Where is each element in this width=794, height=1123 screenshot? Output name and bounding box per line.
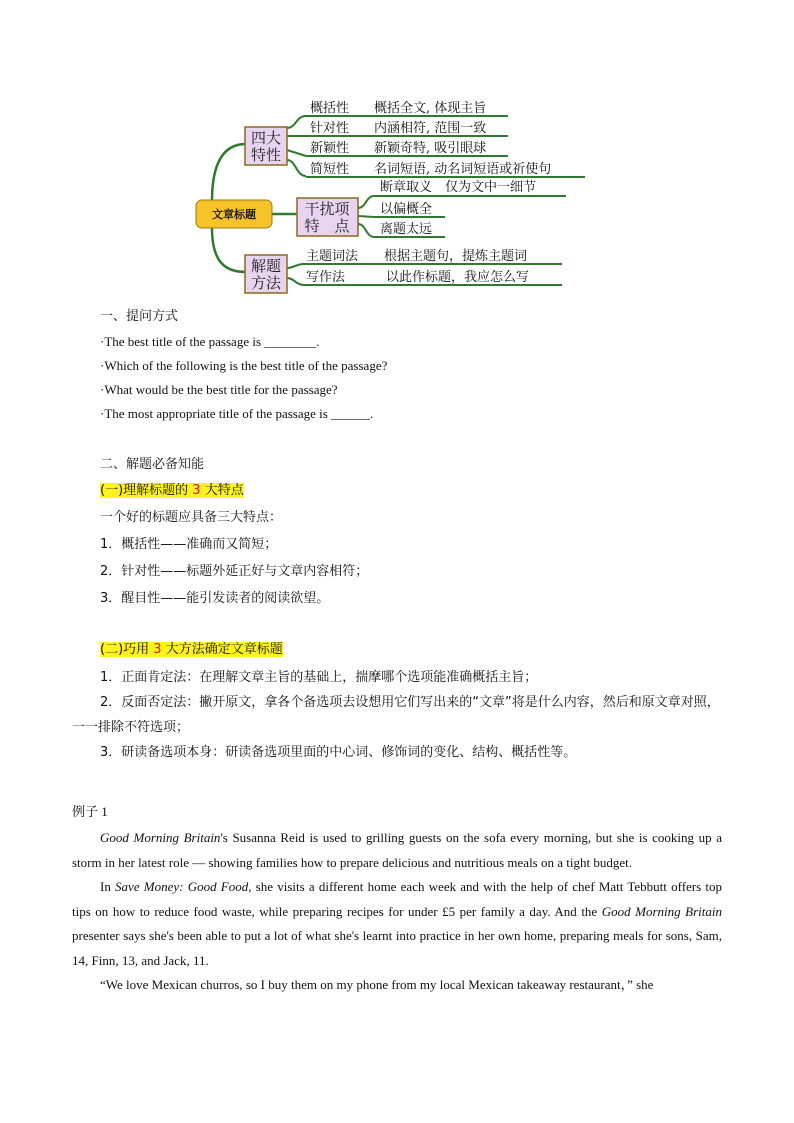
mind-map	[0, 0, 794, 300]
branch-item-term: 新颖性	[310, 141, 350, 156]
branch-label: 四大	[250, 129, 282, 147]
question-item: ·The most appropriate title of the passage is ______.	[100, 406, 374, 421]
branch-item-term: 针对性	[310, 121, 350, 136]
subheading-highlight	[100, 482, 244, 500]
passage-paragraph	[72, 875, 722, 973]
method-list	[72, 665, 722, 765]
question-item: ·Which of the following is the best title of the passage?	[100, 358, 388, 373]
section-heading: 一、提问方式	[100, 309, 179, 324]
branch-item-desc: 名词短语, 动名词短语或祈使句	[374, 162, 552, 177]
connector	[358, 196, 374, 208]
passage-paragraph	[72, 826, 722, 875]
branch-item-term: 简短性	[310, 162, 350, 177]
question-item: ·What would be the best title for the passage?	[100, 382, 338, 397]
connector	[287, 264, 304, 268]
subheading-number: 3	[153, 642, 162, 657]
section-heading: 二、解题必备知能	[100, 457, 205, 472]
list-item: 3．醒目性——能引发读者的阅读欲望。	[100, 591, 330, 606]
branch-item-desc: 以偏概全	[380, 202, 433, 217]
subheading-highlight	[100, 641, 283, 659]
italic-title: Good Morning Britain	[100, 830, 221, 845]
branch-item-desc: 断章取义 仅为文中一细节	[380, 180, 537, 195]
branch-item-term: 写作法	[306, 270, 346, 285]
subheading-prefix: (一)理解标题的	[100, 483, 193, 498]
list-item: 3．研读备选项本身：研读备选项里面的中心词、修饰词的变化、结构、概括性等。	[100, 745, 577, 760]
example-passage	[72, 826, 722, 998]
branch-item-term: 概括性	[310, 101, 350, 116]
paragraph-text: In	[100, 879, 116, 894]
branch-item-desc: 离题太远	[380, 222, 433, 237]
example-heading: 例子 1	[72, 804, 108, 819]
branch-label: 干扰项	[304, 200, 350, 218]
branch-label: 特性	[250, 146, 282, 164]
subheading-suffix: 大特点	[200, 483, 244, 498]
paragraph-text: 's Susanna Reid is used to grilling guests on the sofa every morning, but she is cooking up a storm in her latest role — showing families how to prepare delicious and nutritious meals on a tight budget.	[72, 830, 722, 870]
list-item: 1．概括性——准确而又简短；	[100, 537, 278, 552]
paragraph-text: she visits a different home each week and with the help of chef Matt Tebbutt offers top tips on how to reduce food waste, while preparing recipes for under £5 per family a day. And the	[72, 879, 722, 919]
connector	[287, 278, 304, 285]
connector	[212, 228, 246, 272]
branch-label: 方法	[250, 274, 282, 292]
paragraph-text: presenter says she's been able to put a lot of what she's learnt into practice in her own home, preparing meals for sons, Sam, 14, Finn, 13, and Jack, 11.	[72, 928, 722, 968]
passage-paragraph: “We love Mexican churros, so I buy them on my phone from my local Mexican takeaway restaurant，” she	[100, 977, 654, 992]
subheading-suffix: 大方法确定文章标题	[161, 642, 283, 657]
root-label: 文章标题	[212, 208, 256, 221]
connector	[212, 144, 246, 201]
connector	[358, 224, 374, 237]
list-item: 1．正面肯定法：在理解文章主旨的基础上，揣摩哪个选项能准确概括主旨；	[100, 670, 538, 685]
body-text: 一个好的标题应具备三大特点：	[100, 510, 283, 525]
connector	[287, 150, 306, 156]
question-item: ·The best title of the passage is ________.	[100, 334, 320, 349]
connector	[287, 160, 306, 176]
italic-title: Good Morning Britain	[601, 903, 722, 919]
connector	[358, 216, 374, 217]
branch-label: 解题	[250, 257, 282, 275]
list-item: 2．针对性——标题外延正好与文章内容相符；	[100, 564, 369, 579]
branch-item-desc: 概括全文, 体现主旨	[374, 101, 487, 116]
subheading-number: 3	[192, 483, 201, 498]
branch-item-term: 主题词法	[306, 249, 359, 264]
connector	[287, 116, 306, 128]
branch-item-desc: 新颖奇特, 吸引眼球	[374, 141, 487, 156]
branch-item-desc: 根据主题句，提炼主题词	[384, 249, 528, 264]
italic-title: Save Money: Good Food,	[115, 879, 252, 894]
subheading-prefix: (二)巧用	[100, 642, 154, 657]
branch-item-desc: 以此作标题，我应怎么写	[386, 270, 530, 285]
branch-item-desc: 内涵相符, 范围一致	[374, 121, 487, 136]
branch-label: 特 点	[304, 217, 350, 235]
list-item: 2．反面否定法：撇开原文，拿各个备选项去设想用它们写出来的“文章”将是什么内容，然后和原文章对照，一一排除不符选项；	[72, 695, 720, 735]
